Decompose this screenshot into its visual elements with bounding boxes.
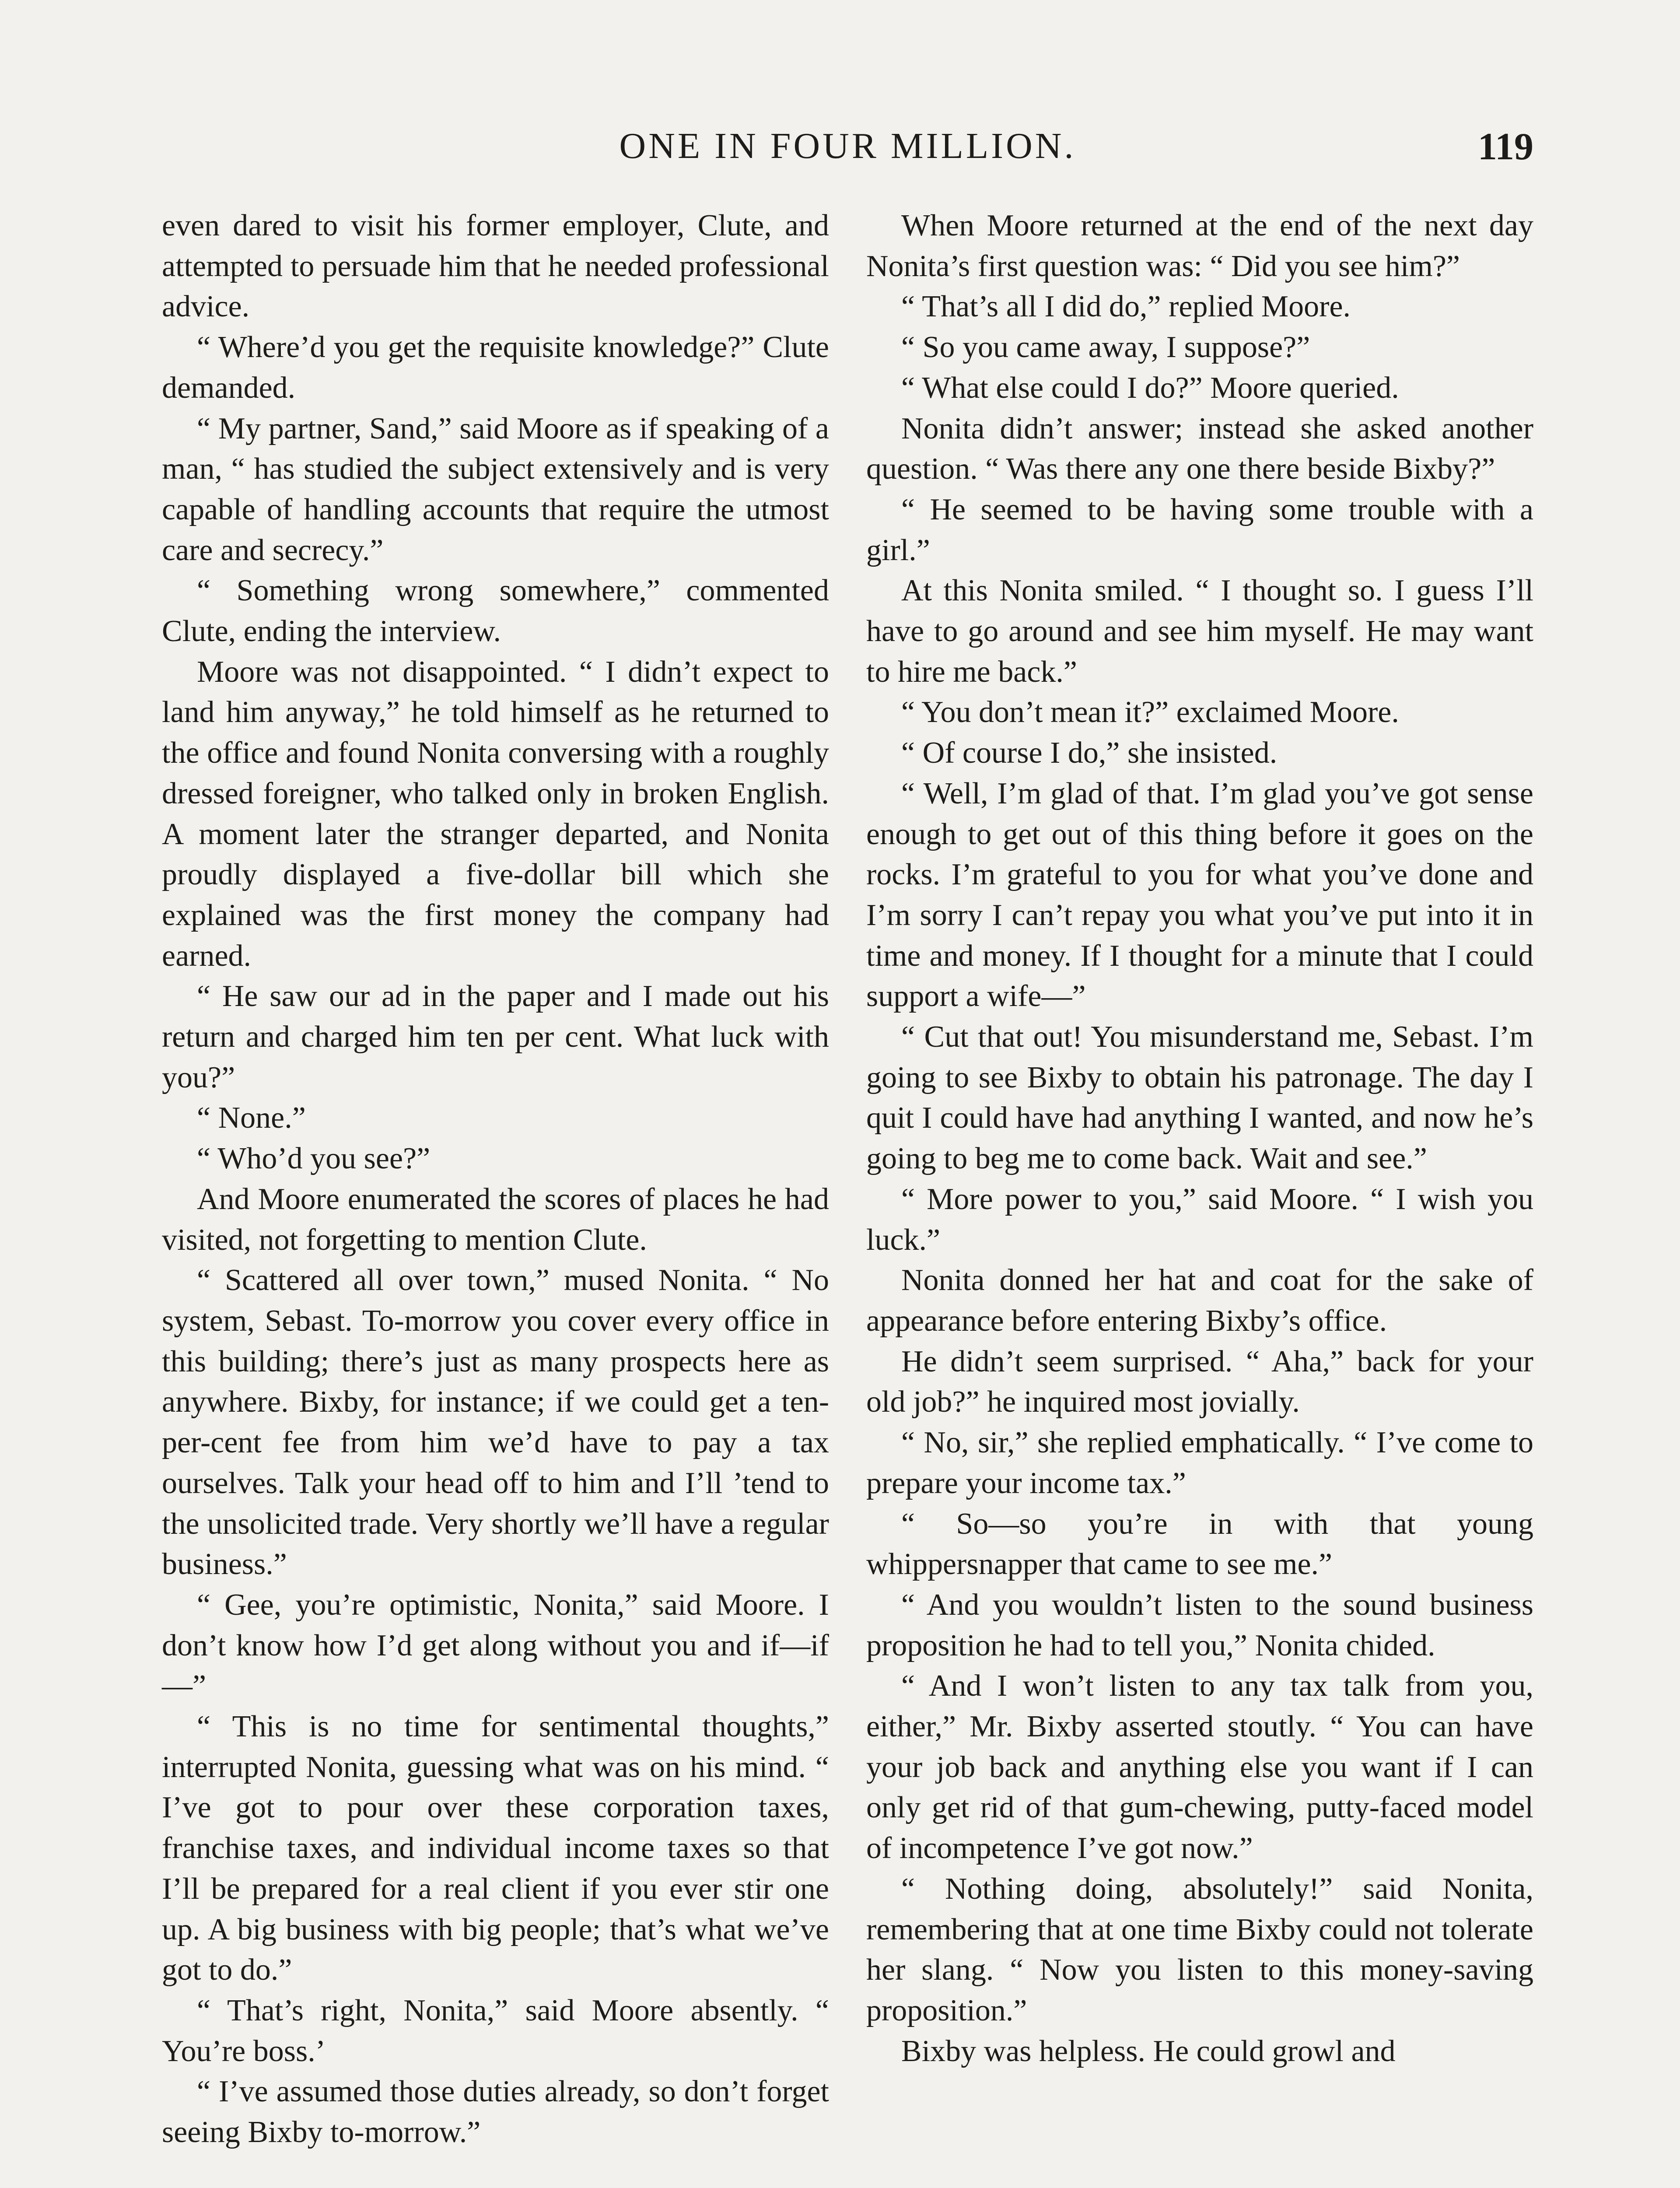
paragraph: Nonita didn’t answer; instead she asked another question. “ Was there any one there beside Bixby?” [866, 411, 1533, 486]
paragraph: “ Well, I’m glad of that. I’m glad you’ve got sense enough to get out of this thing before it goes on the rocks. I’m grateful to you for what you’ve done and I’m sorry I can’t repay you what you’ve put into it in time and money. If I thought for a minute that I could support a wife—” [866, 776, 1533, 1013]
right-column [866, 206, 1533, 2072]
paragraph: “ Who’d you see?” [197, 1142, 430, 1176]
paragraph: “ Scattered all over town,” mused Nonita. “ No system, Sebast. To-morrow you cover every office in this building; there’s just as many prospects here as anywhere. Bixby, for instance; if we could get a ten-per-cent fee from him we’d have to pay a tax ourselves. Talk your head off to him and I’ll ’tend to the unsolicited trade. Very shortly we’ll have a regular business.” [162, 1263, 829, 1581]
paragraph: “ My partner, Sand,” said Moore as if speaking of a man, “ has studied the subject extensively and is very capable of handling accounts that require the utmost care and secrecy.” [162, 411, 829, 567]
paragraph: “ Nothing doing, absolutely!” said Nonita, remembering that at one time Bixby could not tolerate her slang. “ Now you listen to this money-saving proposition.” [866, 1872, 1533, 2027]
paragraph: Bixby was helpless. He could growl and [901, 2034, 1396, 2068]
paragraph: He didn’t seem surprised. “ Aha,” back for your old job?” he inquired most jovially. [866, 1344, 1533, 1419]
paragraph: “ What else could I do?” Moore queried. [901, 371, 1399, 405]
paragraph: “ So—so you’re in with that young whippersnapper that came to see me.” [866, 1507, 1533, 1581]
paragraph: “ I’ve assumed those duties already, so don’t forget seeing Bixby to-morrow.” [162, 2075, 829, 2149]
paragraph: “ Where’d you get the requisite knowledge?” Clute demanded. [162, 330, 829, 405]
paragraph: “ Gee, you’re optimistic, Nonita,” said Moore. I don’t know how I’d get along without you and if—if—” [162, 1588, 829, 1703]
paragraph: Nonita donned her hat and coat for the sake of appearance before entering Bixby’s office. [866, 1263, 1533, 1338]
paragraph: even dared to visit his former employer, Clute, and attempted to persuade him that he needed professional advice. [162, 209, 829, 324]
paragraph: “ He saw our ad in the paper and I made out his return and charged him ten per cent. What luck with you?” [162, 979, 829, 1094]
paragraph: “ This is no time for sentimental thoughts,” interrupted Nonita, guessing what was on his mind. “ I’ve got to pour over these corporation taxes, franchise taxes, and individual income taxes so that I’ll be prepared for a real client if you ever stir one up. A big business with big people; that’s what we’ve got to do.” [162, 1710, 829, 1987]
paragraph: “ That’s all I did do,” replied Moore. [901, 290, 1351, 324]
paragraph: “ Of course I do,” she insisted. [901, 736, 1278, 770]
paragraph: “ He seemed to be having some trouble with a girl.” [866, 492, 1533, 567]
page-number: 119 [1477, 126, 1533, 168]
running-title: ONE IN FOUR MILLION. [619, 126, 1076, 166]
paragraph: At this Nonita smiled. “ I thought so. I guess I’ll have to go around and see him myself. He may want to hire me back.” [866, 574, 1533, 689]
paragraph: Moore was not disappointed. “ I didn’t expect to land him anyway,” he told himself as he returned to the office and found Nonita conversing with a roughly dressed foreigner, who talked only in broken English. A moment later the stranger departed, and Nonita proudly displayed a five-dollar bill which she explained was the first money the company had earned. [162, 655, 829, 973]
running-head [162, 125, 1533, 173]
paragraph: “ You don’t mean it?” exclaimed Moore. [901, 695, 1399, 729]
paragraph: “ And you wouldn’t listen to the sound business proposition he had to tell you,” Nonita chided. [866, 1588, 1533, 1662]
left-column [162, 206, 829, 2153]
paragraph: And Moore enumerated the scores of places he had visited, not forgetting to mention Clute. [162, 1182, 829, 1257]
paragraph: “ So you came away, I suppose?” [901, 330, 1310, 365]
paragraph: When Moore returned at the end of the next day Nonita’s first question was: “ Did you see him?” [866, 209, 1533, 283]
paragraph: “ None.” [197, 1101, 306, 1135]
paragraph: “ And I won’t listen to any tax talk from you, either,” Mr. Bixby asserted stoutly. “ You can have your job back and anything else you want if I can only get rid of that gum-chewing, putty-faced model of incompetence I’ve got now.” [866, 1669, 1533, 1865]
paragraph: “ Cut that out! You misunderstand me, Sebast. I’m going to see Bixby to obtain his patronage. The day I quit I could have had anything I wanted, and now he’s going to beg me to come back. Wait and see.” [866, 1020, 1533, 1176]
paragraph: “ More power to you,” said Moore. “ I wish you luck.” [866, 1182, 1533, 1257]
paragraph: “ That’s right, Nonita,” said Moore absently. “ You’re boss.’ [162, 1993, 829, 2068]
paragraph: “ Something wrong somewhere,” commented Clute, ending the interview. [162, 574, 829, 649]
paragraph: “ No, sir,” she replied emphatically. “ I’ve come to prepare your income tax.” [866, 1426, 1533, 1500]
